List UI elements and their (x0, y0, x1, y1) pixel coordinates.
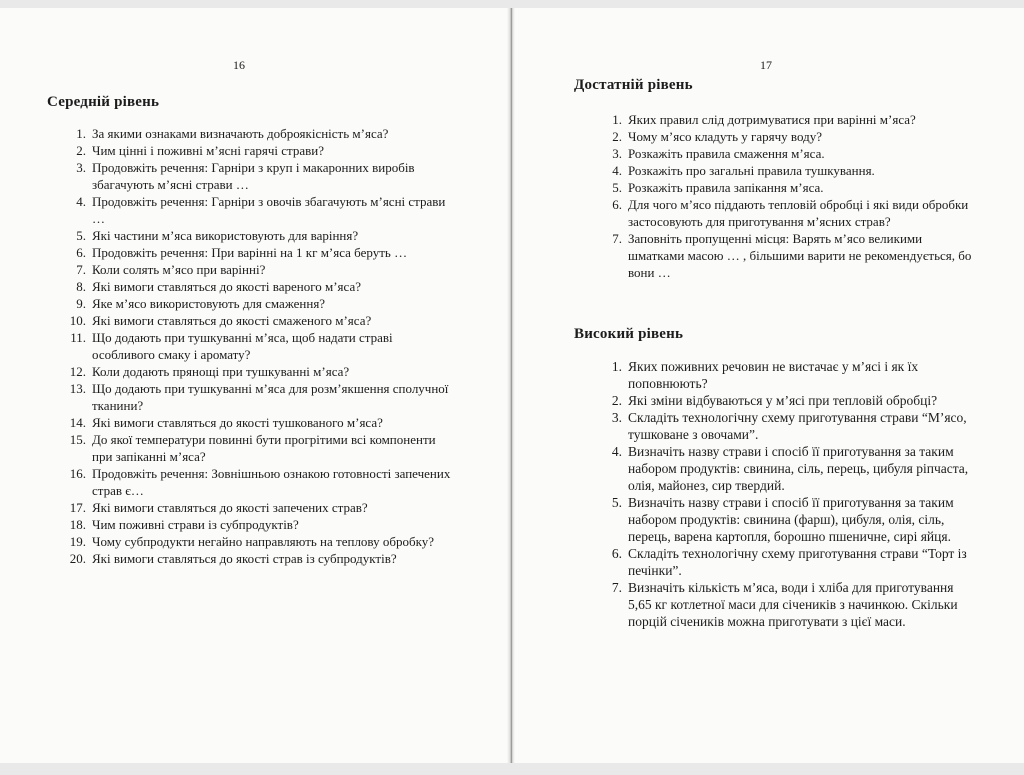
item-text: За якими ознаками визначають доброякісність м’яса? (92, 126, 389, 141)
item-text: Визначіть кількість м’яса, води і хліба для приготування 5,65 кг котлетної маси для січеників з начинкою. Скільки порцій січеників можна приготувати з цієї маси. (628, 580, 958, 629)
item-text: Які частини м’яса використовують для варіння? (92, 228, 359, 243)
list-item (58, 329, 458, 363)
item-text: Що додають при тушкуванні м’яса, щоб надати страві особливого смаку і аромату? (92, 330, 393, 362)
list-item (594, 128, 974, 145)
item-number: 10. (69, 313, 86, 328)
item-text: Розкажіть правила смаження м’яса. (628, 146, 825, 161)
item-text: Продовжіть речення: Гарніри з овочів збагачують м’ясні страви … (92, 194, 446, 226)
section-title-high: Високий рівень (574, 326, 684, 342)
item-number: 4. (76, 194, 86, 209)
item-number: 13. (69, 381, 86, 396)
item-text: Чим поживні страви із субпродуктів? (92, 517, 299, 532)
list-item (58, 125, 458, 142)
item-text: Які вимоги ставляться до якості запечених страв? (92, 500, 368, 515)
item-number: 3. (76, 160, 86, 175)
list-item (58, 363, 458, 380)
question-list (58, 125, 458, 567)
item-number: 5. (612, 180, 622, 195)
item-number: 20. (69, 551, 86, 566)
section-title-medium: Середній рівень (47, 94, 160, 110)
item-text: До якої температури повинні бути прогрітими всі компоненти при запіканні м’яса? (92, 432, 436, 464)
item-number: 18. (69, 517, 86, 532)
list-item (594, 443, 979, 494)
item-number: 6. (612, 197, 622, 212)
item-number: 1. (76, 126, 86, 141)
list-item (594, 409, 979, 443)
item-number: 6. (76, 245, 86, 260)
section-title-sufficient: Достатній рівень (574, 77, 693, 93)
list-item (58, 533, 458, 550)
right-page (512, 8, 1024, 763)
list-item (594, 358, 979, 392)
item-text: Які вимоги ставляться до якості страв із субпродуктів? (92, 551, 397, 566)
list-item (58, 295, 458, 312)
list-item (594, 392, 979, 409)
list-item (594, 145, 974, 162)
item-text: Які зміни відбуваються у м’ясі при тепловій обробці? (628, 393, 938, 408)
left-page (0, 8, 512, 763)
item-number: 3. (611, 410, 622, 425)
item-text: Складіть технологічну схему приготування страви “М’ясо, тушковане з овочами”. (628, 410, 967, 442)
item-text: Чому субпродукти негайно направляють на теплову обробку? (92, 534, 435, 549)
item-text: Продовжіть речення: Зовнішньою ознакою готовності запечених страв є… (92, 466, 451, 498)
item-text: Заповніть пропущенні місця: Варять м’ясо великими шматками масою … , більшими варити не рекомендується, бо вони … (628, 231, 972, 280)
item-number: 17. (69, 500, 86, 515)
list-item (58, 550, 458, 567)
list-item (58, 431, 458, 465)
item-text: Що додають при тушкуванні м’яса для розм’якшення сполучної тканини? (92, 381, 449, 413)
item-text: Продовжіть речення: Гарніри з круп і макаронних виробів збагачують м’ясні страви … (92, 160, 415, 192)
list-item (594, 230, 974, 281)
list-item (594, 494, 979, 545)
item-text: Чим цінні і поживні м’ясні гарячі страви? (92, 143, 324, 158)
page-number: 17 (760, 58, 772, 72)
book-gutter (507, 8, 515, 763)
item-text: Визначіть назву страви і спосіб її приготування за таким набором продуктів: свинина (фарш), цибуля, олія, сіль, перець, варена картопля, борошно пшеничне, сирі яйця. (628, 495, 954, 544)
item-number: 6. (611, 546, 622, 561)
list-item (594, 545, 979, 579)
item-number: 4. (612, 163, 622, 178)
item-number: 5. (76, 228, 86, 243)
item-number: 2. (612, 129, 622, 144)
item-text: Коли додають прянощі при тушкуванні м’яса? (92, 364, 350, 379)
item-text: Розкажіть про загальні правила тушкування. (628, 163, 875, 178)
item-number: 14. (69, 415, 86, 430)
item-number: 8. (76, 279, 86, 294)
list-item (58, 227, 458, 244)
list-item (58, 516, 458, 533)
list-item (58, 244, 458, 261)
question-list (594, 358, 979, 630)
list-item (594, 179, 974, 196)
item-text: Розкажіть правила запікання м’яса. (628, 180, 824, 195)
list-item (58, 312, 458, 329)
list-item (58, 261, 458, 278)
item-number: 1. (612, 112, 622, 127)
list-item (58, 193, 458, 227)
page-number: 16 (233, 58, 245, 72)
list-item (58, 142, 458, 159)
item-text: Які вимоги ставляться до якості смаженого м’яса? (92, 313, 372, 328)
item-text: Чому м’ясо кладуть у гарячу воду? (628, 129, 822, 144)
question-list (594, 111, 974, 281)
item-text: Продовжіть речення: При варінні на 1 кг м’яса беруть … (92, 245, 408, 260)
item-number: 9. (76, 296, 86, 311)
list-item (594, 196, 974, 230)
list-item (58, 380, 458, 414)
item-number: 2. (76, 143, 86, 158)
item-number: 5. (611, 495, 622, 510)
item-text: Яке м’ясо використовують для смаження? (92, 296, 326, 311)
item-number: 7. (76, 262, 86, 277)
item-text: Які вимоги ставляться до якості вареного м’яса? (92, 279, 361, 294)
item-text: Яких поживних речовин не вистачає у м’ясі і як їх поповнюють? (628, 359, 919, 391)
item-text: Складіть технологічну схему приготування страви “Торт із печінки”. (628, 546, 967, 578)
item-number: 3. (612, 146, 622, 161)
item-text: Коли солять м’ясо при варінні? (92, 262, 266, 277)
item-text: Для чого м’ясо піддають тепловій обробці і які види обробки застосовують для приготування м’ясних страв? (628, 197, 969, 229)
item-number: 15. (69, 432, 86, 447)
list-item (58, 414, 458, 431)
list-item (594, 162, 974, 179)
item-text: Яких правил слід дотримуватися при варінні м’яса? (628, 112, 916, 127)
list-item (594, 579, 979, 630)
item-number: 16. (69, 466, 86, 481)
item-number: 12. (69, 364, 86, 379)
item-number: 2. (611, 393, 622, 408)
list-item (58, 499, 458, 516)
list-item (594, 111, 974, 128)
list-item (58, 278, 458, 295)
list-item (58, 159, 458, 193)
item-number: 7. (612, 231, 622, 246)
item-number: 1. (611, 359, 622, 374)
item-text: Визначіть назву страви і спосіб її приготування за таким набором продуктів: свинина, сіль, перець, цибуля ріпчаста, олія, майонез, сир твердий. (628, 444, 969, 493)
item-number: 7. (611, 580, 622, 595)
item-text: Які вимоги ставляться до якості тушкованого м’яса? (92, 415, 383, 430)
list-item (58, 465, 458, 499)
item-number: 11. (70, 330, 86, 345)
item-number: 4. (611, 444, 622, 459)
item-number: 19. (69, 534, 86, 549)
